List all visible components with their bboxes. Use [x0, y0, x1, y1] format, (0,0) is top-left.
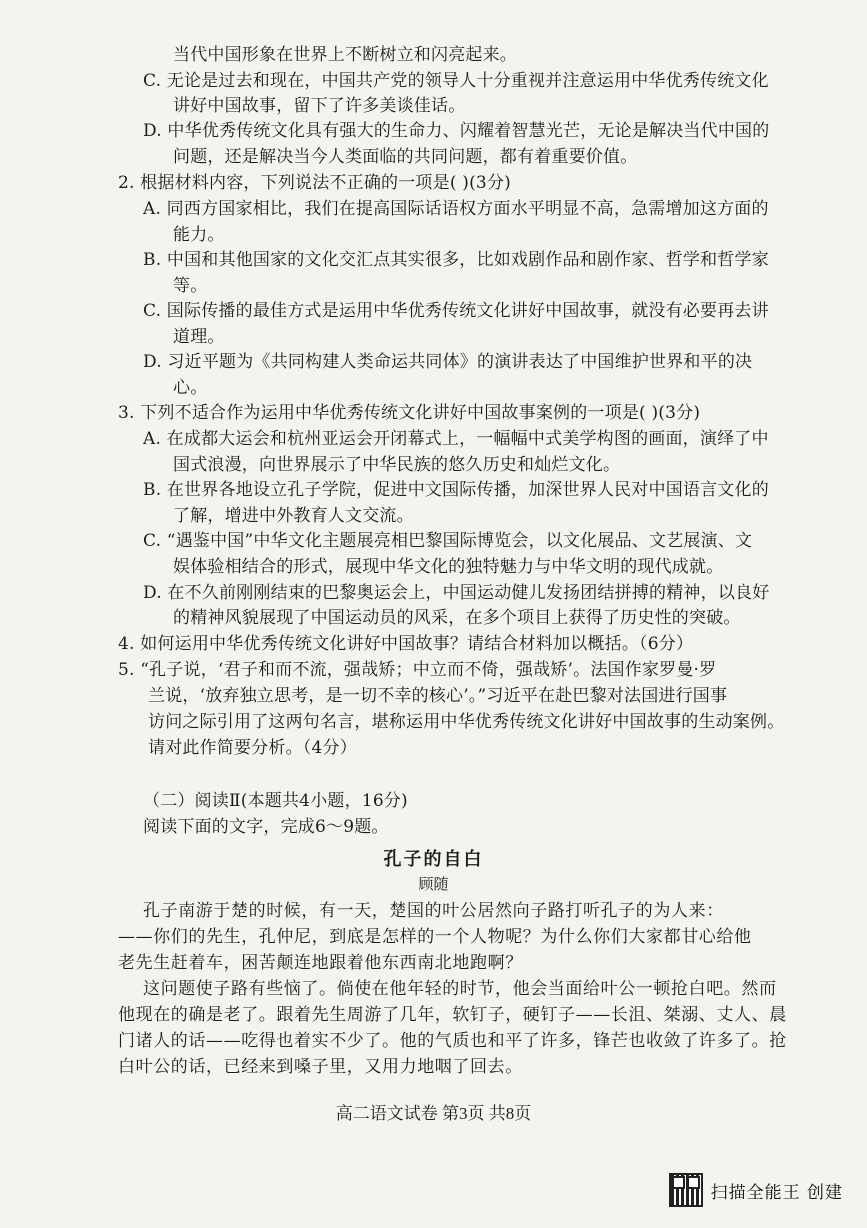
option-c: C. 无论是过去和现在，中国共产党的领导人十分重视并注意运用中华优秀传统文化 — [143, 71, 769, 91]
question-3: 3. 下列不适合作为运用中华优秀传统文化讲好中国故事案例的一项是( )(3分) — [118, 403, 701, 423]
text-line: 讲好中国故事，留下了许多美谈佳话。 — [173, 96, 466, 116]
text-line: 的精神风貌展现了中国运动员的风采，在多个项目上获得了历史性的突破。 — [173, 608, 741, 628]
option-d: D. 习近平题为《共同构建人类命运共同体》的演讲表达了中国维护世界和平的决 — [143, 352, 753, 372]
story-line: 门诸人的话——吃得也着实不少了。他的气质也和平了许多，锋芒也收敛了许多了。抢 — [118, 1031, 787, 1051]
story-line: 孔子南游于楚的时候，有一天，楚国的叶公居然向子路打听孔子的为人来： — [143, 901, 724, 921]
option-a: A. 在成都大运会和杭州亚运会开闭幕式上，一幅幅中式美学构图的画面，演绎了中 — [143, 429, 769, 449]
text-line: 心。 — [173, 378, 208, 398]
text-line: 等。 — [173, 276, 208, 296]
text-line: 道理。 — [173, 327, 225, 347]
section-instruction: 阅读下面的文字，完成6～9题。 — [143, 817, 389, 837]
option-c: C. 国际传播的最佳方式是运用中华优秀传统文化讲好中国故事，就没有必要再去讲 — [143, 301, 769, 321]
option-c: C. “遇鉴中国”中华文化主题展亮相巴黎国际博览会，以文化展品、文艺展演、文 — [143, 531, 753, 551]
option-b: B. 中国和其他国家的文化交汇点其实很多，比如戏剧作品和剧作家、哲学和哲学家 — [143, 250, 769, 270]
option-d: D. 在不久前刚刚结束的巴黎奥运会上，中国运动健儿发扬团结拼搏的精神，以良好 — [143, 583, 770, 603]
text-line: 能力。 — [173, 225, 225, 245]
story-line: 白叶公的话，已经来到嗓子里，又用力地咽了回去。 — [118, 1057, 523, 1077]
text-line: 国式浪漫，向世界展示了中华民族的悠久历史和灿烂文化。 — [173, 455, 621, 475]
story-title: 孔子的自白 — [383, 849, 484, 870]
question-2: 2. 根据材料内容，下列说法不正确的一项是( )(3分) — [118, 173, 511, 193]
page-footer: 高二语文试卷 第3页 共8页 — [335, 1104, 532, 1123]
text-line: 当代中国形象在世界上不断树立和闪亮起来。 — [173, 45, 517, 65]
watermark-text: 扫描全能王 创建 — [710, 1182, 843, 1203]
option-a: A. 同西方国家相比，我们在提高国际话语权方面水平明显不高，急需增加这方面的 — [143, 199, 769, 219]
text-line: 访问之际引用了这两句名言，堪称运用中华优秀传统文化讲好中国故事的生动案例。 — [148, 712, 785, 732]
story-line: 老先生赶着车，困苦颠连地跟着他东西南北地跑啊？ — [118, 953, 523, 973]
text-line: 娱体验相结合的形式，展现中华文化的独特魅力与中华文明的现代成就。 — [173, 557, 724, 577]
story-line: 他现在的确是老了。跟着先生周游了几年，软钉子，硬钉子——长沮、桀溺、丈人、晨 — [118, 1005, 787, 1025]
qr-code-icon — [669, 1173, 703, 1207]
option-b: B. 在世界各地设立孔子学院，促进中文国际传播，加深世界人民对中国语言文化的 — [143, 480, 769, 500]
section-heading: （二）阅读Ⅱ(本题共4小题，16分) — [143, 791, 408, 811]
question-5: 5. “孔子说，‘君子和而不流，强哉矫；中立而不倚，强哉矫’。法国作家罗曼·罗 — [118, 660, 717, 680]
scanner-watermark — [669, 1172, 843, 1208]
story-author: 顾随 — [418, 875, 449, 893]
story-line: 这问题使子路有些恼了。倘使在他年轻的时节，他会当面给叶公一顿抢白吧。然而 — [143, 979, 777, 999]
story-line: ——你们的先生，孔仲尼，到底是怎样的一个人物呢？为什么你们大家都甘心给他 — [118, 927, 752, 947]
text-line: 兰说，‘放弃独立思考，是一切不幸的核心’。”习近平在赴巴黎对法国进行国事 — [148, 686, 728, 706]
question-4: 4. 如何运用中华优秀传统文化讲好中国故事？请结合材料加以概括。（6分） — [118, 634, 694, 654]
text-line: 了解，增进中外教育人文交流。 — [173, 506, 414, 526]
text-line: 问题，还是解决当今人类面临的共同问题，都有着重要价值。 — [173, 147, 638, 167]
option-d: D. 中华优秀传统文化具有强大的生命力、闪耀着智慧光芒，无论是解决当代中国的 — [143, 121, 770, 141]
text-line: 请对此作简要分析。（4分） — [148, 738, 357, 758]
